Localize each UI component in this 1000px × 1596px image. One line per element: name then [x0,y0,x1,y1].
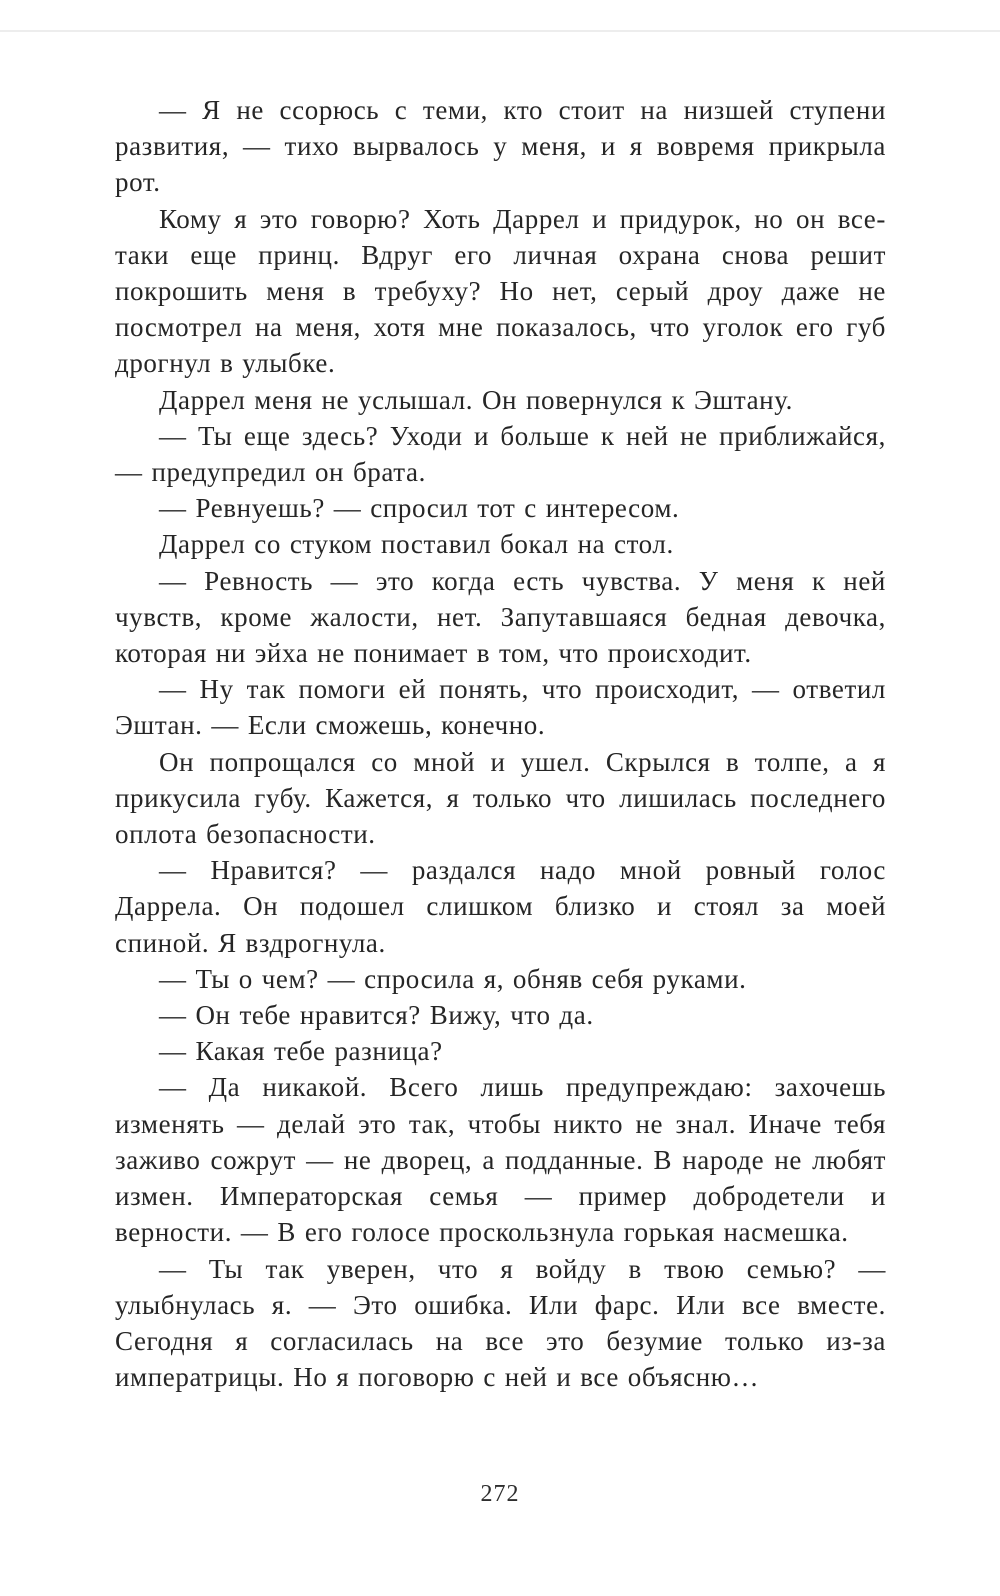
page-number: 272 [480,1481,520,1507]
paragraph: — Ревнуешь? — спросил тот с интересом. [159,493,680,524]
paragraph: Кому я это говорю? Хоть Даррел и придурок, но он все-таки еще принц. Вдруг его личная охрана снова решит покрошить меня в требуху? Но нет, серый дроу даже не посмотрел на меня, хотя мне показалось, что уголок его губ дрогнул в улыбке. [115,203,886,379]
scan-edge-line [0,30,1000,32]
paragraph: — Я не ссорюсь с теми, кто стоит на низшей ступени развития, — тихо вырвалось у меня, и я вовремя прикрыла рот. [115,95,886,198]
paragraph: Даррел меня не услышал. Он повернулся к Эштану. [159,384,793,415]
paragraph: Он попрощался со мной и ушел. Скрылся в толпе, а я прикусила губу. Кажется, я только что лишилась последнего оплота безопасности. [115,746,886,850]
paragraph: — Ревность — это когда есть чувства. У меня к ней чувств, кроме жалости, нет. Запутавшаяся бедная девочка, которая ни эйха не понимает в том, что происходит. [115,565,886,669]
paragraph: — Ты еще здесь? Уходи и больше к ней не приближайся, — предупредил он брата. [115,420,886,488]
paragraph: — Нравится? — раздался надо мной ровный голос Даррела. Он подошел слишком близко и стоял за моей спиной. Я вздрогнула. [115,855,886,958]
paragraph: — Какая тебе разница? [159,1036,443,1067]
paragraph: — Ты о чем? — спросила я, обняв себя руками. [159,963,747,994]
paragraph: — Он тебе нравится? Вижу, что да. [159,1000,594,1031]
paragraph: Даррел со стуком поставил бокал на стол. [159,529,674,560]
paragraph: — Ты так уверен, что я войду в твою семью? — улыбнулась я. — Это ошибка. Или фарс. Или все вместе. Сегодня я согласилась на все это безумие только из-за императрицы. Но я поговорю с ней и все объясню… [115,1253,886,1393]
paragraph: — Да никакой. Всего лишь предупреждаю: захочешь изменять — делай это так, чтобы никто не знал. Иначе тебя заживо сожрут — не дворец, а подданные. В народе не любят измен. Императорская семья — пример добродетели и верности. — В его голосе проскользнула горькая насмешка. [115,1072,886,1248]
text-block [115,92,886,1395]
paragraph: — Ну так помоги ей понять, что происходит, — ответил Эштан. — Если сможешь, конечно. [115,674,886,741]
